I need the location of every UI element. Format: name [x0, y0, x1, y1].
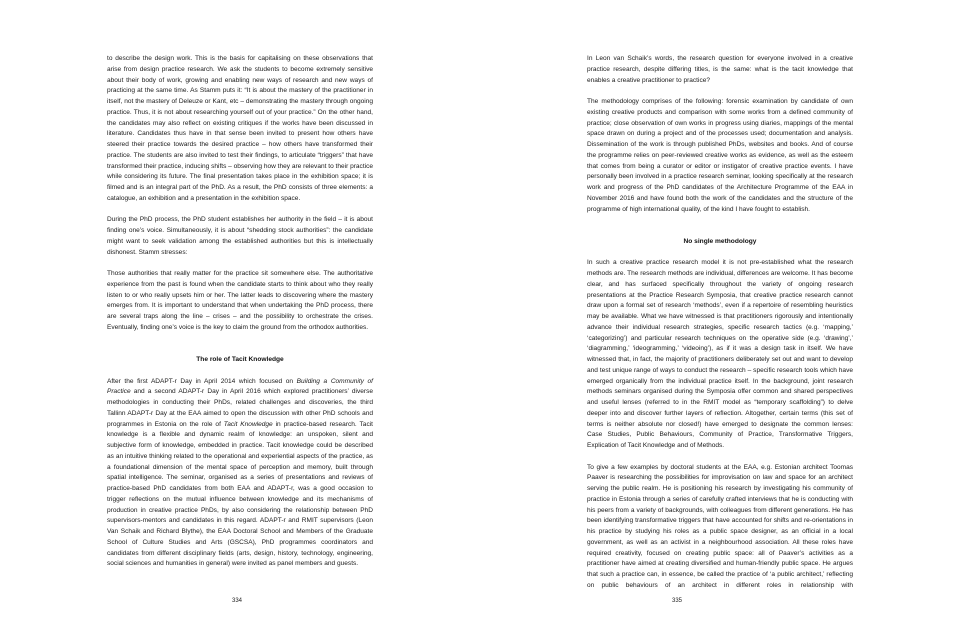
section-heading: The role of Tacit Knowledge	[196, 356, 284, 363]
paragraph: To give a few examples by doctoral students at the EAA, e.g. Estonian architect Toomas Paaver is researching the possibilities for improvisation on law and space for an architect serving the public realm. He is positioning his research by investigating his community of practice in Estonia through a series of carefully crafted interviews that he is conducting with his peers from a variety of backgrounds, with colleagues from different generations. He has been identifying transformative triggers that have accounted for shifts and re-orientations in his practice by studying his roles as a public space designer, as an official in a local government, as well as an activist in a neighbourhood association. All these roles have required creativity, focused on creating public space: all of Paaver’s activities as a practitioner have aimed at creating diversified and human-friendly public space. He argues that such a practice can, in essence, be called the practice of ‘a public architect,’ reflecting on public behaviours of an architect in different roles in relationship with	[587, 463, 853, 589]
text-run: and a second ADAPT-r Day in April 2016 which explored practitioners’ diverse methodologies in conducting their PhDs, related challenges and discoveries, the third Tallinn ADAPT-r Day at the EAA aimed to open the discussion with other PhD schools and programmes in Estonia on the role of	[107, 388, 373, 428]
italic-title: Building a Community of Practice	[107, 377, 373, 396]
text-run: After the first ADAPT-r Day in April 2014 which focused on	[107, 377, 297, 385]
page-number: 334	[232, 598, 243, 604]
paragraph: During the PhD process, the PhD student establishes her authority in the field – it is about finding one’s voice. Simultaneously, it is about “shedding stock authorities”: the candidate might want to seek validation among the established authorities but this is intellectually dishonest. Stamm stresses:	[107, 216, 373, 256]
right-page	[480, 0, 960, 637]
paragraph: to describe the design work. This is the basis for capitalising on these observations that arise from design practice research. We ask the students to become extremely sensitive about their body of work, growing and enabling new ways of research and new ways of practicing at the same time. As Stamm puts it: “It is about the mastery of the practitioner in itself, not the mastery of Deleuze or Kant, etc – demonstrating the mastery through ongoing practice. Thus, it is not about researching yourself out of your practice.” On the other hand, the candidates may also reflect on existing critiques if the works have been discussed in literature. Candidates thus have in that sense been invited to present how others have steered their practice towards the desired practice – how others have transformed their practice. The students are also invited to test their findings, to articulate “triggers” that have transformed their practice, inducing shifts – observing how they are relevant to their practice while considering its future. The final presentation takes place in the exhibition space; it is filmed and is an integral part of the PhD. As a result, the PhD consists of three elements: a catalogue, an exhibition and a presentation in the exhibition space.	[107, 55, 374, 202]
paragraph: In Leon van Schaik’s words, the research question for everyone involved in a creative practice research, despite differing titles, is the same: what is the tacit knowledge that enables a creative practitioner to practice?	[587, 55, 853, 84]
italic-title: Tacit Knowledge	[223, 420, 273, 428]
section-heading: No single methodology	[683, 237, 757, 245]
left-text-column	[107, 54, 373, 581]
paragraph	[107, 377, 373, 571]
paragraph: The methodology comprises of the following: forensic examination by candidate of own existing creative products and comparison with some works from a defined community of practice; close observation of own works in progress using diaries, mappings of the mental space drawn on during a project and of the processes used; documentation and analysis. Dissemination of the work is through published PhDs, websites and books. And of course the programme relies on peer-reviewed creative works as evidence, as well as the esteem that comes from being a curator or editor or instigator of creative practice events. I have personally been involved in a practice research seminar, looking specifically at the research work and progress of the PhD candidates of the Architecture Programme of the EAA in November 2016 and have found both the work of the candidates and the structure of the programme of high international quality, of the kind I have fought to establish.	[587, 98, 853, 213]
paragraph: In such a creative practice research model it is not pre-established what the research methods are. The research methods are individual, differences are welcome. It has become clear, and has surfaced specifically throughout the variety of ongoing research presentations at the Practice Research Symposia, that creative practice research cannot draw upon a formal set of research ‘methods’, even if a repertoire of resembling heuristics may be available. What we have witnessed is that practitioners rigorously and intentionally advance their individual research strategies, specific research tactics (e.g. ‘mapping,’ ‘categorizing’) and particular research techniques on the operative side (e.g. ‘drawing’,’ ‘diagramming,’ ‘ideogramming,’ ‘videoing’), as if it was a design task in itself. We have witnessed that, in fact, the majority of practitioners deliberately set out and want to develop and test unique range of ways to conduct the research – specific research tools which have emerged organically from the individual practice itself. In the background, joint research methods seminars organised during the Symposia offer common and shared perspectives and useful lenses (referred to in the RMIT model as “temporary scaffolding”) to delve deeper into and discover further layers of reflection. Altogether, certain terms (this set of terms is neither absolute nor closed!) have emerged to designate the common lenses: Case Studies, Public Behaviours, Community of Practice, Transformative Triggers, Explication of Tacit Knowledge and of Methods.	[587, 259, 853, 449]
page-number: 335	[672, 598, 683, 604]
right-text-column	[587, 54, 853, 592]
block-quote: Those authorities that really matter for the practice sit somewhere else. The authoritative experience from the past is found when the candidate starts to think about who they really listen to or who really upsets him or her. The latter leads to discovering where the mastery emerges from. It is important to understand that when undertaking the PhD process, there are several traps along the line – crises – and the possibility to orchestrate the crises. Eventually, finding one’s voice is the key to claim the ground from the orthodox authorities.	[107, 270, 373, 331]
text-run: in practice-based research. Tacit knowledge is a flexible and dynamic realm of knowledge: an unspoken, silent and subjective form of knowledge, embedded in practice. Tacit knowledge could be described as an intuitive thinking related to the operational and experiential aspects of the practice, as a foundational dimension of the mental space of perception and memory, built through spatial intelligence. The seminar, organised as a series of presentations and reviews of practice-based PhD candidates from both EAA and ADAPT-r, was a good occasion to trigger reflections on the mutual influence between knowledge and its mechanisms of production in creative practice PhDs, by also considering the relationship between PhD supervisors-mentors and candidates in this regard. ADAPT-r and RMIT supervisors (Leon Van Schaik and Richard Blythe), the EAA Doctoral School and Members of the Graduate School of Culture Studies and Arts (GSCSA), PhD programmes coordinators and candidates from different disciplinary fields (arts, design, history, technology, engineering, social sciences and humanities in general) were invited as panel members and guests.	[107, 420, 373, 568]
